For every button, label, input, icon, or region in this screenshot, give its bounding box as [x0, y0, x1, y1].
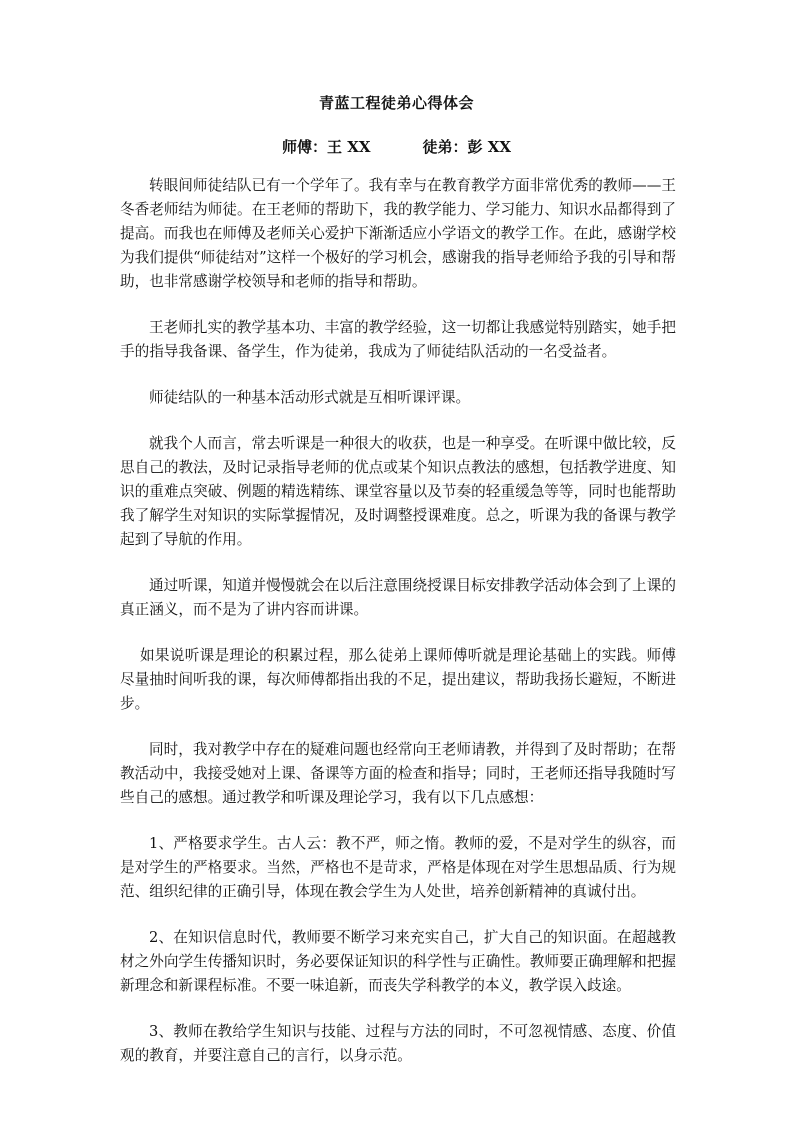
- paragraph: 同时，我对教学中存在的疑难问题也经常向王老师请教，并得到了及时帮助；在帮教活动中，我接受她对上课、备课等方面的检查和指导；同时，王老师还指导我随时写些自己的感想。通过教学和听课及理论学习，我有以下几点感想：: [120, 741, 676, 806]
- document-title: 青蓝工程徒弟心得体会: [318, 94, 474, 112]
- paragraph: 1、严格要求学生。古人云：教不严，师之惰。教师的爱，不是对学生的纵容，而是对学生的严格要求。当然，严格也不是苛求，严格是体现在对学生思想品质、行为规范、组织纪律的正确引导，体现在教会学生为人处世，培养创新精神的真诚付出。: [120, 835, 676, 900]
- paragraph: 2、在知识信息时代，教师要不断学习来充实自己，扩大自己的知识面。在超越教材之外向学生传播知识时，务必要保证知识的科学性与正确性。教师要正确理解和把握新理念和新课程标准。不要一味追新，而丧失学科教学的本义，教学误入歧途。: [120, 929, 676, 994]
- document-body: [120, 174, 676, 1090]
- paragraph: 如果说听课是理论的积累过程，那么徒弟上课师傅听就是理论基础上的实践。师傅尽量抽时间听我的课，每次师傅都指出我的不足，提出建议，帮助我扬长避短，不断进步。: [120, 647, 676, 712]
- paragraph: 师徒结队的一种基本活动形式就是互相听课评课。: [149, 389, 471, 406]
- paragraph: 转眼间师徒结队已有一个学年了。我有幸与在教育教学方面非常优秀的教师——王冬香老师结为师徒。在王老师的帮助下，我的教学能力、学习能力、知识水品都得到了提高。而我也在师傅及老师关心爱护下渐渐适应小学语文的教学工作。在此，感谢学校为我们提供“师徒结对”这样一个极好的学习机会，感谢我的指导老师给予我的引导和帮助，也非常感谢学校领导和老师的指导和帮助。: [120, 177, 676, 290]
- paragraph: 通过听课，知道并慢慢就会在以后注意围绕授课目标安排教学活动体会到了上课的真正涵义，而不是为了讲内容而讲课。: [120, 577, 676, 618]
- mentor-name: 师傅：王 XX: [282, 138, 371, 156]
- paragraph: 王老师扎实的教学基本功、丰富的教学经验，这一切都让我感觉特别踏实，她手把手的指导我备课、备学生，作为徒弟，我成为了师徒结队活动的一名受益者。: [120, 319, 676, 360]
- byline: [0, 136, 793, 157]
- paragraph: 就我个人而言，常去听课是一种很大的收获，也是一种享受。在听课中做比较，反思自己的教法，及时记录指导老师的优点或某个知识点教法的感想，包括教学进度、知识的重难点突破、例题的精选精练、课堂容量以及节奏的轻重缓急等等，同时也能帮助我了解学生对知识的实际掌握情况，及时调整授课难度。总之，听课为我的备课与教学起到了导航的作用。: [120, 435, 676, 548]
- paragraph: 3、教师在教给学生知识与技能、过程与方法的同时，不可忽视情感、态度、价值观的教育，并要注意自己的言行，以身示范。: [120, 1023, 676, 1064]
- apprentice-name: 徒弟：彭 XX: [422, 138, 511, 156]
